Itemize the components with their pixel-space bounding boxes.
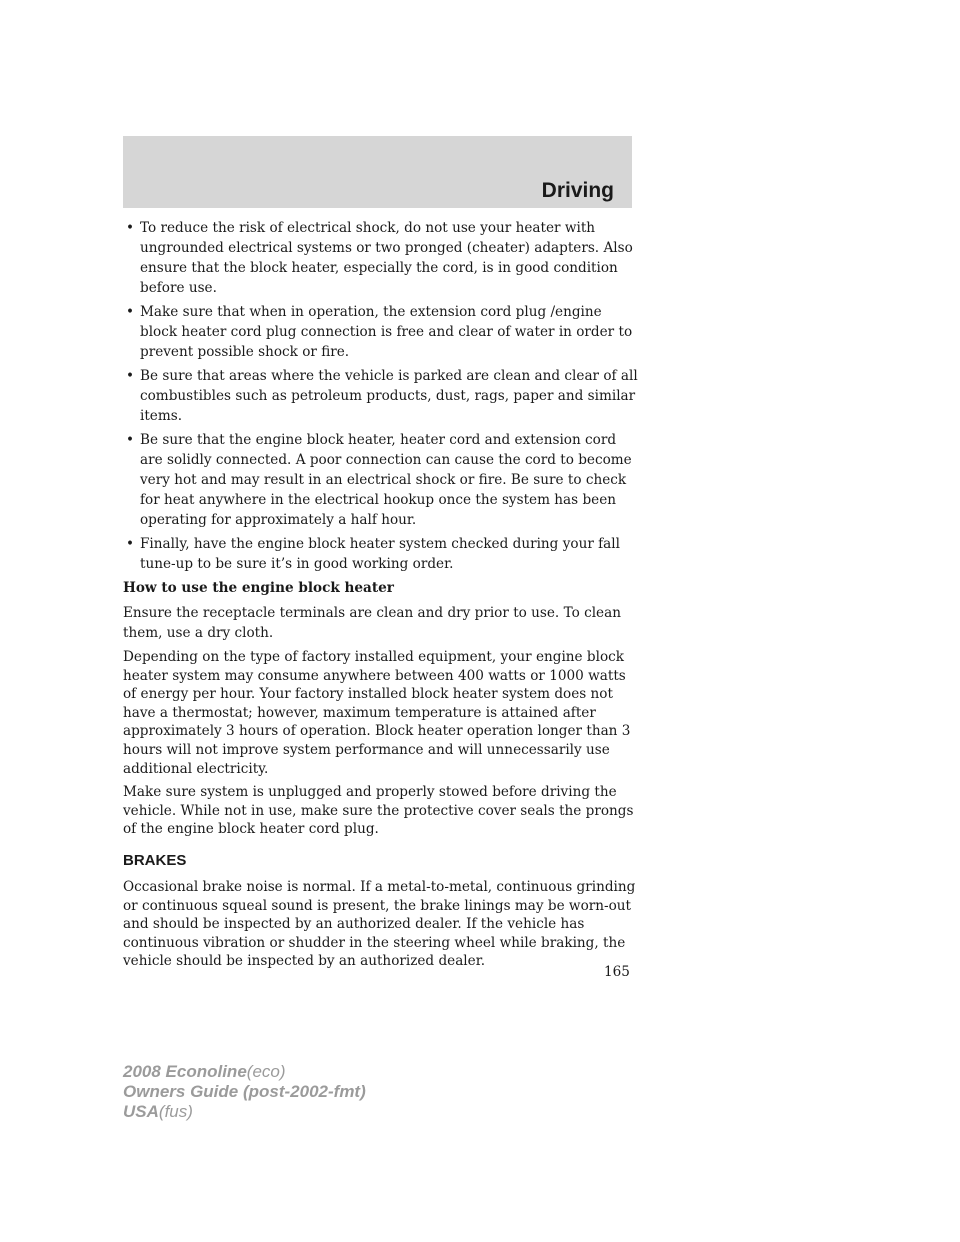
safety-bullet-list — [123, 218, 638, 574]
page-number: 165 — [604, 964, 630, 980]
how-to-paragraph: Ensure the receptacle terminals are clean and dry prior to use. To clean them, use a dry cloth. — [123, 605, 621, 641]
footer-market: USA — [123, 1102, 159, 1121]
footer-line-model — [123, 1062, 366, 1082]
bullet-item: • Be sure that the engine block heater, heater cord and extension cord are solidly connected. A poor connection can cause the cord to become very hot and may result in an electrical shock or fire. Be sure to check for heat anywhere in the electrical hookup once the system has been operating for approximately a half hour. — [123, 430, 638, 530]
section-header-band — [123, 136, 632, 208]
how-to-paragraph: Depending on the type of factory installed equipment, your engine block heater system may consume anywhere between 400 watts or 1000 watts of energy per hour. Your factory installed block heater system does not have a thermostat; however, maximum temperature is attained after approximately 3 hours of operation. Block heater operation longer than 3 hours will not improve system performance and will unnecessarily use additional electricity. — [123, 649, 631, 777]
footer-model: 2008 Econoline — [123, 1062, 247, 1081]
document-footer — [123, 1062, 366, 1122]
section-title: Driving — [541, 179, 614, 202]
how-to-paragraph: Make sure system is unplugged and properly stowed before driving the vehicle. While not in use, make sure the protective cover seals the prongs of the engine block heater cord plug. — [123, 784, 634, 838]
brakes-paragraph: Occasional brake noise is normal. If a metal-to-metal, continuous grinding or continuous squeal sound is present, the brake linings may be worn-out and should be inspected by an authorized dealer. If the vehicle has continuous vibration or shudder in the steering wheel while braking, the vehicle should be inspected by an authorized dealer. — [123, 878, 636, 970]
bullet-item: • To reduce the risk of electrical shock, do not use your heater with ungrounded electrical systems or two pronged (cheater) adapters. Also ensure that the block heater, especially the cord, is in good condition before use. — [123, 218, 638, 298]
bullet-item: • Be sure that areas where the vehicle is parked are clean and clear of all combustibles such as petroleum products, dust, rags, paper and similar items. — [123, 366, 638, 426]
footer-line-guide — [123, 1082, 366, 1102]
page-content — [123, 218, 638, 976]
bullet-item: • Make sure that when in operation, the extension cord plug /engine block heater cord plug connection is free and clear of water in order to prevent possible shock or fire. — [123, 302, 638, 362]
footer-line-market — [123, 1102, 366, 1122]
footer-market-code: (fus) — [158, 1102, 193, 1121]
brakes-heading: BRAKES — [123, 851, 187, 869]
how-to-heading: How to use the engine block heater — [123, 580, 394, 596]
footer-guide: Owners Guide (post-2002-fmt) — [123, 1082, 366, 1101]
bullet-item: • Finally, have the engine block heater system checked during your fall tune-up to be sure it’s in good working order. — [123, 534, 638, 574]
footer-model-code: (eco) — [246, 1062, 286, 1081]
